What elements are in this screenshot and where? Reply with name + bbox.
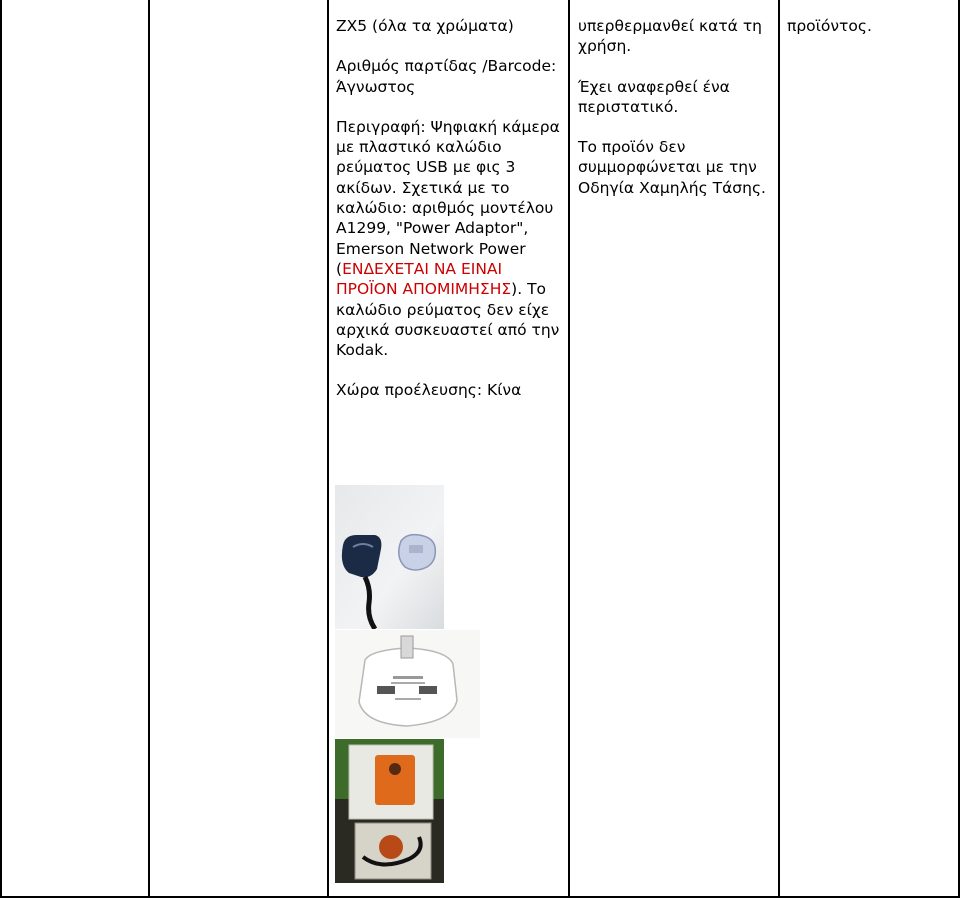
cell-risk	[578, 16, 773, 218]
cell-measures	[787, 16, 952, 56]
incident-text: Έχει αναφερθεί ένα περιστατικό.	[578, 77, 730, 116]
column-divider-2	[327, 0, 329, 898]
product-description	[336, 117, 561, 361]
adapter-body	[359, 648, 457, 726]
adapter-pin	[401, 636, 413, 658]
table-border-bottom	[0, 896, 960, 898]
photo-plug-pair	[335, 485, 444, 629]
measure-text: προϊόντος.	[787, 17, 872, 35]
column-divider-4	[778, 0, 780, 898]
batch-info	[336, 56, 561, 97]
cell-product-description	[336, 16, 561, 421]
description-text-1: Περιγραφή: Ψηφιακή κάμερα με πλαστικό καλώδιο ρεύματος USB με φις 3 ακίδων. Σχετικά με το καλώδιο: αριθμός μοντέλου A1299, "Power Adaptor", Emerson Network Power (	[336, 117, 560, 278]
table-border-left	[0, 0, 2, 898]
risk-text: υπερθερμανθεί κατά τη χρήση.	[578, 17, 762, 56]
photo-adapter-label	[335, 630, 480, 738]
orange-camera	[375, 755, 415, 805]
compliance-text: Το προϊόν δεν συμμορφώνεται με την Οδηγία Χαμηλής Τάσης.	[578, 138, 766, 197]
country-of-origin: Χώρα προέλευσης: Κίνα	[336, 381, 522, 400]
counterfeit-warning: ΕΝΔΕΧΕΤΑΙ ΝΑ ΕΙΝΑΙ ΠΡΟΪΟΝ ΑΠΟΜΙΜΗΣΗΣ	[336, 259, 512, 299]
black-plug-shape	[342, 535, 382, 577]
description-text-2: ). Το καλώδιο ρεύματος δεν είχε αρχικά συσκευαστεί από την Kodak.	[336, 280, 560, 360]
column-divider-1	[148, 0, 150, 898]
photo-camera-packaging	[335, 739, 444, 883]
column-divider-3	[568, 0, 570, 898]
product-model: ZX5 (όλα τα χρώματα)	[336, 17, 514, 35]
batch-value: Άγνωστος	[336, 77, 416, 96]
batch-label: Αριθμός παρτίδας /Barcode:	[336, 57, 557, 76]
